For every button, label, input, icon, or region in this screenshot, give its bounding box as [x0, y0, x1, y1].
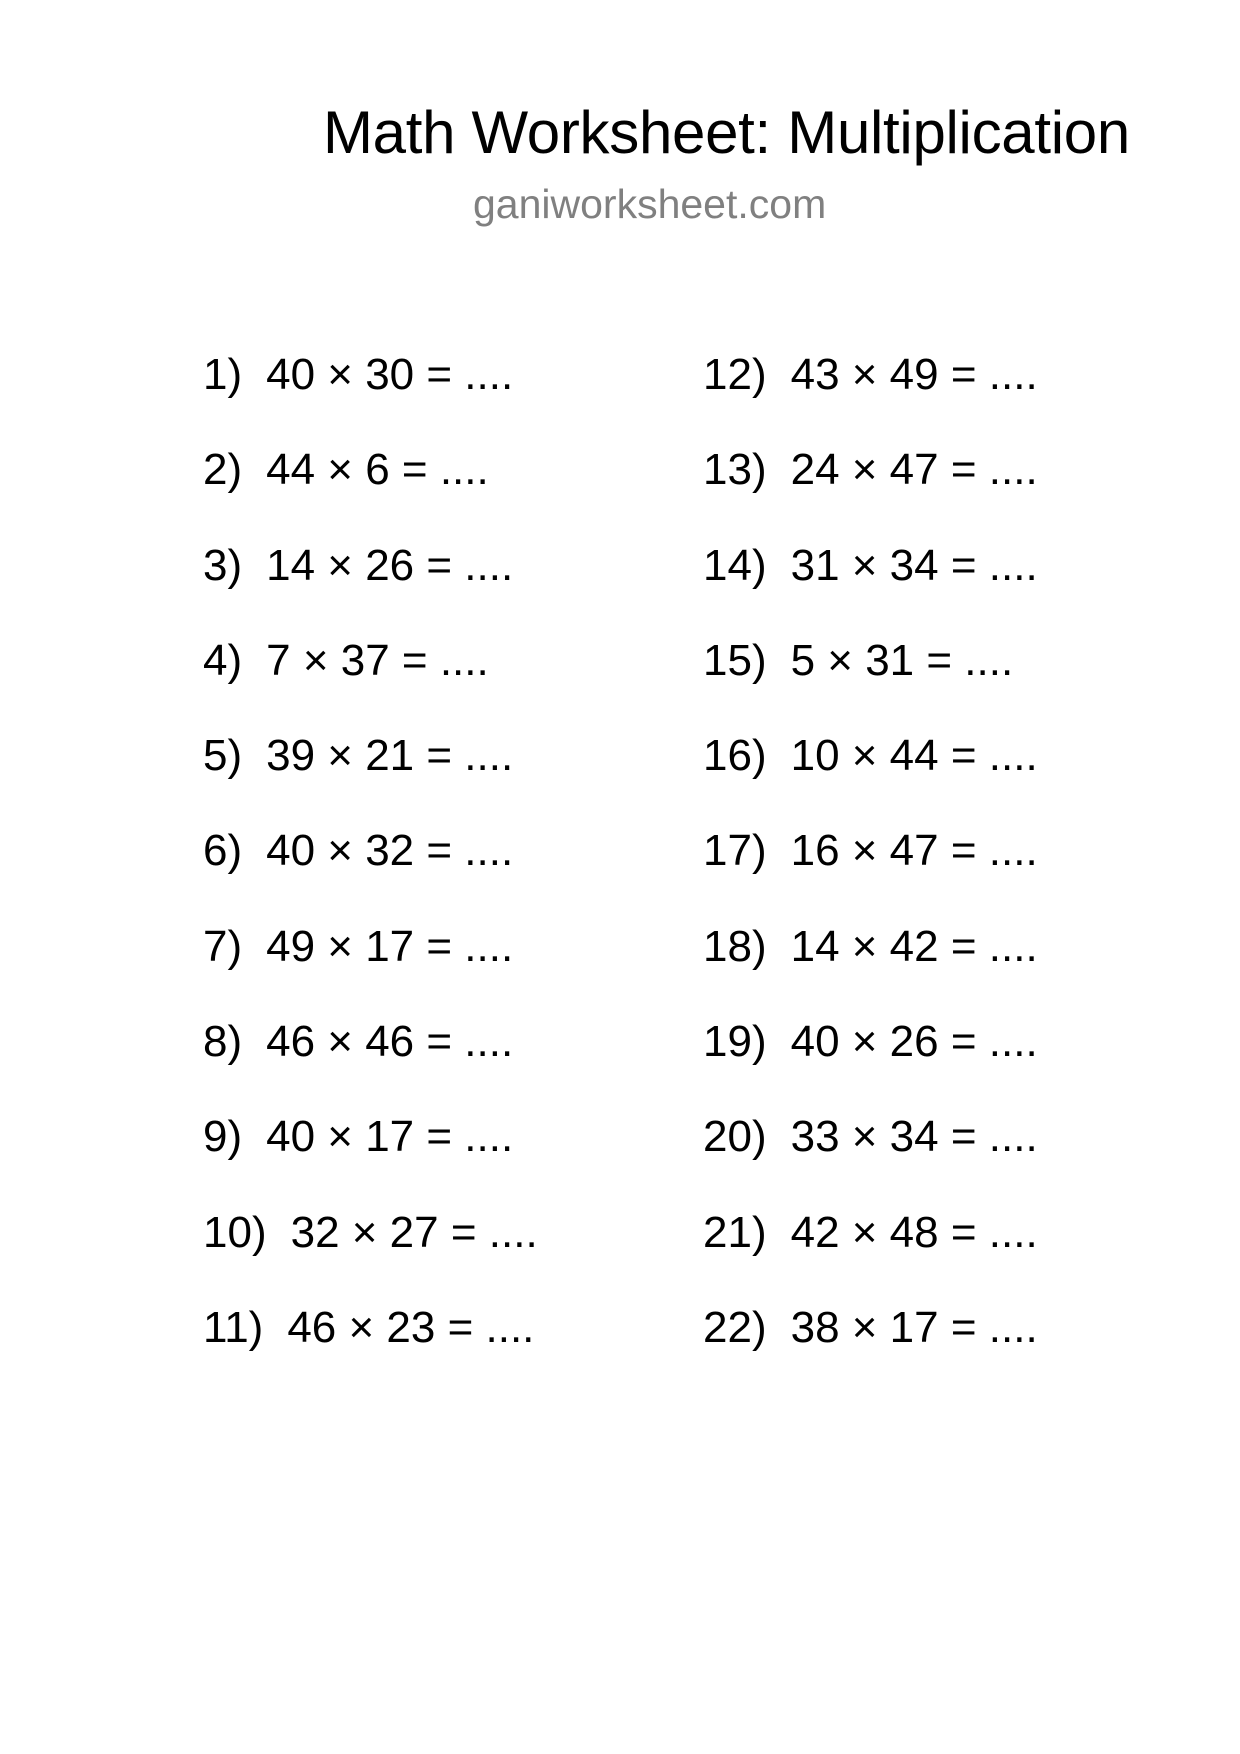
- problem-item: [203, 1300, 538, 1395]
- problem-expression: 49 × 17 = ....: [266, 921, 514, 971]
- problem-expression: 10 × 44 = ....: [790, 731, 1038, 781]
- problem-expression: 5 × 31 = ....: [790, 635, 1014, 685]
- problem-number: 16): [703, 731, 767, 781]
- problem-expression: 39 × 21 = ....: [266, 731, 514, 781]
- problem-number: 14): [703, 540, 767, 590]
- problem-item: [703, 1109, 1038, 1204]
- problem-number: 5): [203, 731, 243, 781]
- problem-number: 22): [703, 1302, 767, 1352]
- problem-expression: 16 × 47 = ....: [790, 826, 1038, 876]
- problem-number: 17): [703, 826, 767, 876]
- problem-item: [703, 823, 1038, 918]
- problem-expression: 33 × 34 = ....: [790, 1112, 1038, 1162]
- problem-item: [203, 919, 538, 1014]
- problem-expression: 42 × 48 = ....: [790, 1207, 1038, 1257]
- problem-item: [203, 633, 538, 728]
- problem-number: 2): [203, 445, 243, 495]
- problem-item: [203, 1109, 538, 1204]
- problem-expression: 32 × 27 = ....: [290, 1207, 538, 1257]
- problem-number: 12): [703, 350, 767, 399]
- problem-expression: 7 × 37 = ....: [266, 635, 489, 685]
- problem-expression: 38 × 17 = ....: [790, 1302, 1038, 1352]
- problem-item: [203, 538, 538, 633]
- problem-column-right: [703, 347, 1038, 1395]
- problem-expression: 46 × 23 = ....: [287, 1302, 535, 1352]
- problem-number: 15): [703, 635, 767, 685]
- problem-item: [703, 919, 1038, 1014]
- problem-number: 9): [203, 1112, 243, 1162]
- problem-item: [703, 728, 1038, 823]
- problem-number: 20): [703, 1112, 767, 1162]
- problem-item: [203, 728, 538, 823]
- page-title: Math Worksheet: Multiplication: [323, 99, 1130, 166]
- problem-number: 4): [203, 635, 243, 685]
- problem-number: 19): [703, 1017, 767, 1067]
- problem-item: [703, 347, 1038, 442]
- problem-number: 11): [203, 1302, 264, 1352]
- problem-expression: 14 × 26 = ....: [266, 540, 514, 590]
- problem-item: [203, 1014, 538, 1109]
- problem-expression: 24 × 47 = ....: [790, 445, 1038, 495]
- problem-item: [203, 823, 538, 918]
- problem-expression: 14 × 42 = ....: [790, 921, 1038, 971]
- problem-expression: 31 × 34 = ....: [790, 540, 1038, 590]
- problem-expression: 40 × 30 = ....: [266, 350, 514, 399]
- problem-number: 1): [203, 350, 243, 399]
- problem-expression: 40 × 17 = ....: [266, 1112, 514, 1162]
- problem-expression: 40 × 26 = ....: [790, 1017, 1038, 1067]
- problem-number: 8): [203, 1017, 243, 1067]
- problem-item: [703, 442, 1038, 537]
- problem-number: 3): [203, 540, 243, 590]
- problem-number: 7): [203, 921, 243, 971]
- problem-expression: 43 × 49 = ....: [790, 350, 1038, 399]
- problem-number: 6): [203, 826, 243, 876]
- problem-item: [703, 538, 1038, 633]
- problem-expression: 46 × 46 = ....: [266, 1017, 514, 1067]
- problem-number: 21): [703, 1207, 767, 1257]
- problem-item: [703, 1014, 1038, 1109]
- problem-expression: 40 × 32 = ....: [266, 826, 514, 876]
- problem-number: 18): [703, 921, 767, 971]
- problem-item: [203, 442, 538, 537]
- problem-item: [203, 347, 538, 442]
- problem-item: [703, 1205, 1038, 1300]
- problem-number: 10): [203, 1207, 267, 1257]
- problem-item: [203, 1205, 538, 1300]
- problem-number: 13): [703, 445, 767, 495]
- problem-expression: 44 × 6 = ....: [266, 445, 489, 495]
- problem-column-left: [203, 347, 538, 1395]
- site-watermark: ganiworksheet.com: [473, 181, 827, 227]
- problem-item: [703, 1300, 1038, 1395]
- problem-item: [703, 633, 1038, 728]
